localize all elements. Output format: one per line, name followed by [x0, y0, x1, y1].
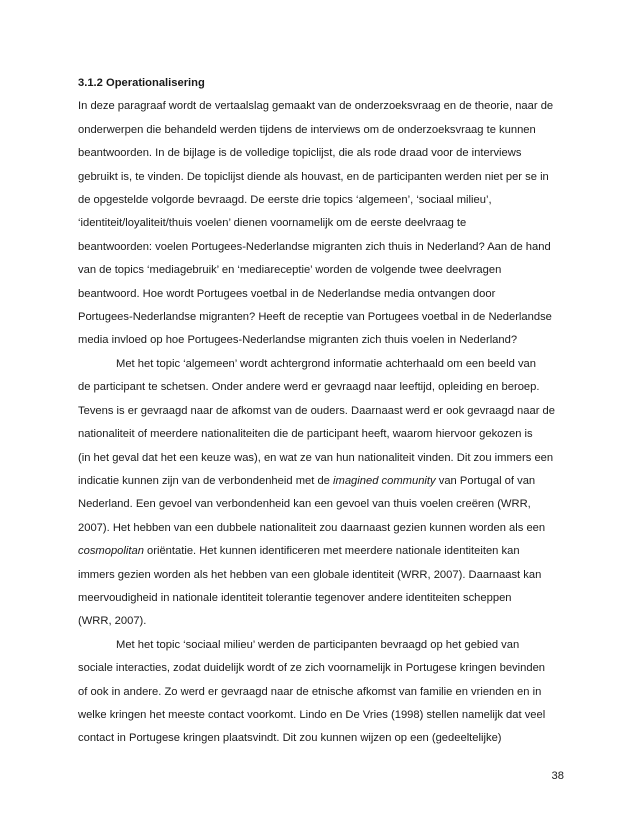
- paragraph-line: [78, 470, 568, 493]
- paragraph-line: Nederland. Een gevoel van verbondenheid kan een gevoel van thuis voelen creëren (WRR,: [78, 498, 531, 511]
- paragraph-line: 2007). Het hebben van een dubbele nationaliteit zou daarnaast gezien kunnen worden als een: [78, 521, 546, 534]
- paragraph-line: beantwoorden. In de bijlage is de volledige topiclijst, die als rode draad voor de interviews: [78, 147, 522, 160]
- paragraph-1: [78, 95, 568, 352]
- paragraph-line: ‘identiteit/loyaliteit/thuis voelen’ dienen voornamelijk om de eerste deelvraag te: [78, 217, 467, 230]
- page-number: 38: [551, 770, 564, 782]
- paragraph-line: onderwerpen die behandeld werden tijdens de interviews om de onderzoeksvraag te kunnen: [78, 123, 536, 136]
- paragraph-line: nationaliteit of meerdere nationaliteiten die de participant heeft, waarom hiervoor gekozen is: [78, 428, 533, 441]
- paragraph-line: [78, 540, 568, 563]
- paragraph-2: [78, 353, 568, 634]
- section-heading: 3.1.2 Operationalisering: [78, 77, 205, 89]
- paragraph-line: beantwoord. Hoe wordt Portugees voetbal in de Nederlandse media ontvangen door: [78, 287, 496, 300]
- document-page: [78, 72, 568, 751]
- paragraph-line: Portugees-Nederlandse migranten? Heeft de receptie van Portugees voetbal in de Nederlandse: [78, 311, 552, 324]
- paragraph-line: van de topics ‘mediagebruik’ en ‘mediareceptie’ worden de volgende twee deelvragen: [78, 264, 502, 277]
- italic-term: imagined community: [333, 474, 436, 487]
- paragraph-line: of ook in andere. Zo werd er gevraagd naar de etnische afkomst van familie en vrienden en in: [78, 685, 542, 698]
- italic-term: cosmopolitan: [78, 545, 144, 558]
- paragraph-line: de participant te schetsen. Onder andere werd er gevraagd naar leeftijd, opleiding en beroep.: [78, 381, 540, 394]
- paragraph-line: de opgestelde volgorde bevraagd. De eerste drie topics ‘algemeen’, ‘sociaal milieu’,: [78, 194, 492, 207]
- paragraph-line: contact in Portugese kringen plaatsvindt. Dit zou kunnen wijzen op een (gedeeltelijke): [78, 732, 502, 745]
- paragraph-line: meervoudigheid in nationale identiteit tolerantie tegenover andere identiteiten scheppen: [78, 591, 512, 604]
- paragraph-line: Met het topic ‘algemeen’ wordt achtergrond informatie achterhaald om een beeld van: [116, 357, 536, 370]
- paragraph-line: Tevens is er gevraagd naar de afkomst van de ouders. Daarnaast werd er ook gevraagd naar de: [78, 404, 555, 417]
- paragraph-line: gebruikt is, te vinden. De topiclijst diende als houvast, en de participanten werden niet per se in: [78, 170, 549, 183]
- text-run: van Portugal of van: [435, 474, 536, 487]
- paragraph-3: [78, 634, 568, 751]
- text-run: oriëntatie. Het kunnen identificeren met meerdere nationale identiteiten kan: [143, 545, 520, 558]
- paragraph-line: media invloed op hoe Portugees-Nederlandse migranten zich thuis voelen in Nederland?: [78, 334, 518, 347]
- paragraph-line: immers gezien worden als het hebben van een globale identiteit (WRR, 2007). Daarnaast kan: [78, 568, 542, 581]
- paragraph-line: welke kringen het meeste contact voorkomt. Lindo en De Vries (1998) stellen namelijk dat veel: [78, 708, 546, 721]
- text-run: indicatie kunnen zijn van de verbondenheid met de: [78, 474, 334, 487]
- paragraph-line: beantwoorden: voelen Portugees-Nederlandse migranten zich thuis in Nederland? Aan de hand: [78, 240, 551, 253]
- paragraph-line: Met het topic ‘sociaal milieu’ werden de participanten bevraagd op het gebied van: [116, 638, 520, 651]
- paragraph-line: In deze paragraaf wordt de vertaalslag gemaakt van de onderzoeksvraag en de theorie, naar de: [78, 100, 554, 113]
- paragraph-line: sociale interacties, zodat duidelijk wordt of ze zich voornamelijk in Portugese kringen bevinden: [78, 662, 546, 675]
- paragraph-line: (in het geval dat het een keuze was), en wat ze van hun nationaliteit vinden. Dit zou immers een: [78, 451, 554, 464]
- paragraph-line: (WRR, 2007).: [78, 615, 147, 628]
